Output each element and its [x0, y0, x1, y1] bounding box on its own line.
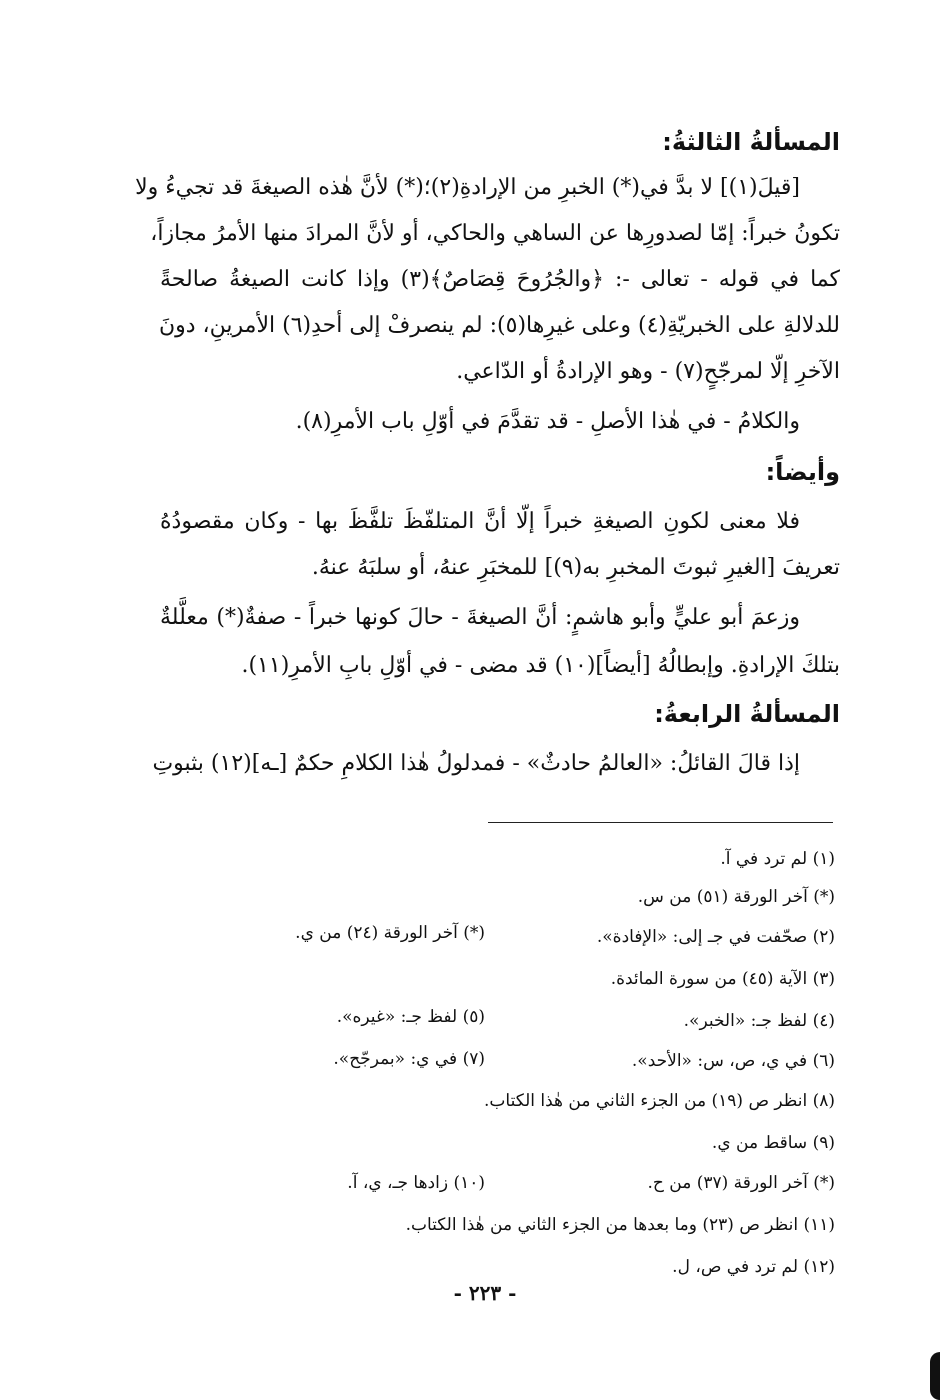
heading-third-issue: المسألةُ الثالثةُ: — [662, 128, 840, 156]
footnote-5: (٥) لفظ جـ: «غيره». — [336, 1007, 485, 1027]
footnote-6: (٦) في ي، ص، س: «الأحد». — [631, 1051, 835, 1071]
body-line: [قيلَ(١)] لا بدَّ في(*) الخبرِ من الإرادةِ(٢)؛(*) لأنَّ هٰذه الصيغةَ قد تجيءُ ولا — [135, 175, 800, 200]
footnote-11: (١١) انظر ص (٢٣) وما بعدها من الجزء الثاني من هٰذا الكتاب. — [405, 1215, 835, 1235]
footnote-3: (٣) الآية (٤٥) من سورة المائدة. — [610, 969, 835, 989]
footnote-12: (١٢) لم ترد في ص، ل. — [672, 1257, 835, 1277]
body-line: تكونُ خبراً: إمّا لصدورِها عن الساهي والحاكي، أو لأنَّ المرادَ منها الأمرُ مجازاً، — [150, 221, 840, 246]
body-line: والكلامُ - في هٰذا الأصلِ - قد تقدَّمَ في أوّلِ باب الأمرِ(٨). — [295, 409, 800, 434]
footnote-separator — [488, 822, 833, 823]
footnote-7: (٧) في ي: «بمرجّح». — [333, 1049, 485, 1069]
footnote-8: (٨) انظر ص (١٩) من الجزء الثاني من هٰذا الكتاب. — [484, 1091, 835, 1111]
footnote-2: (٢) صحّفت في جـ إلى: «الإفادة». — [596, 927, 835, 947]
body-line: تعريفَ [الغيرِ ثبوتَ المخبرِ به(٩)] للمخبَرِ عنهُ، أو سلبَهُ عنهُ. — [311, 555, 840, 580]
page-edge-mark — [930, 1352, 940, 1400]
footnote-marker-y24: (*) آخر الورقة (٢٤) من ي. — [295, 923, 485, 943]
page-number: - ٢٢٣ - — [453, 1281, 517, 1305]
body-line: الآخرِ إلّا لمرجّحٍ(٧) - وهو الإرادةُ أو الدّاعي. — [456, 359, 840, 384]
footnote-marker-s51: (*) آخر الورقة (٥١) من س. — [637, 887, 835, 907]
footnote-10: (١٠) زادها جـ، ي، آ. — [347, 1173, 485, 1193]
footnote-marker-h37: (*) آخر الورقة (٣٧) من ح. — [647, 1173, 835, 1193]
footnote-1: (١) لم ترد في آ. — [720, 849, 835, 869]
body-line: وزعمَ أبو عليٍّ وأبو هاشمٍ: أنَّ الصيغةَ - حالَ كونها خبراً - صفةٌ(*) معلَّلةٌ — [160, 605, 800, 630]
body-line: كما في قوله - تعالى -: ﴿والجُرُوحَ قِصَاصٌ﴾(٣) وإذا كانت الصيغةُ صالحةً — [160, 267, 840, 292]
footnote-9: (٩) ساقط من ي. — [711, 1133, 835, 1153]
heading-fourth-issue: المسألةُ الرابعةُ: — [654, 700, 840, 728]
footnote-4: (٤) لفظ جـ: «الخبر». — [683, 1011, 835, 1031]
body-line: فلا معنى لكونِ الصيغةِ خبراً إلّا أنَّ المتلفّظَ تلفَّظَ بها - وكان مقصودُهُ — [160, 509, 800, 534]
body-line: إذا قالَ القائلُ: «العالمُ حادثٌ» - فمدلولُ هٰذا الكلامِ حكمٌ [ـه](١٢) بثبوتِ — [152, 751, 800, 776]
heading-also: وأيضاً: — [765, 458, 840, 486]
body-line: للدلالةِ على الخبريّةِ(٤) وعلى غيرِها(٥): لم ينصرفْ إلى أحدِ(٦) الأمرينِ، دونَ — [158, 313, 840, 338]
body-line: بتلكَ الإرادةِ. وإبطالُهُ [أيضاً](١٠) قد مضى - في أوّلِ بابِ الأمرِ(١١). — [241, 653, 840, 678]
